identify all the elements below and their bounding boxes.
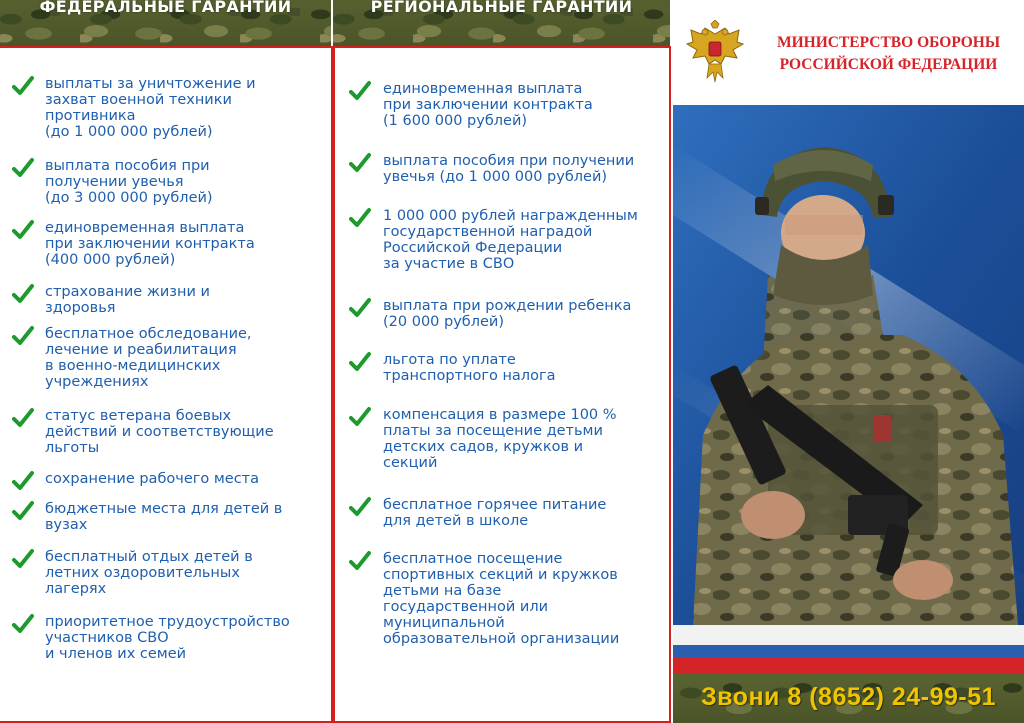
federal-item-text: бесплатный отдых детей в летних оздоровительных лагерях [45, 549, 253, 597]
check-icon [12, 548, 34, 570]
check-icon [12, 219, 34, 241]
phone-number: Звони 8 (8652) 24-99-51 [700, 683, 997, 711]
regional-header [333, 0, 670, 48]
regional-item-text: выплата при рождении ребенка (20 000 рублей) [383, 298, 632, 330]
federal-item-text: бюджетные места для детей в вузах [45, 501, 283, 533]
regional-panel [333, 46, 671, 723]
regional-item-text: единовременная выплата при заключении контракта (1 600 000 рублей) [383, 81, 593, 129]
check-icon [12, 283, 34, 305]
check-icon [349, 550, 371, 572]
check-icon [349, 207, 371, 229]
check-icon [349, 297, 371, 319]
regional-item-text: льгота по уплате транспортного налога [383, 352, 556, 384]
emblem-icon [683, 20, 747, 86]
check-icon [12, 407, 34, 429]
regional-item-text: выплата пособия при получении увечья (до 1 000 000 рублей) [383, 153, 635, 185]
check-icon [12, 325, 34, 347]
check-icon [12, 157, 34, 179]
check-icon [349, 496, 371, 518]
federal-item-text: сохранение рабочего места [45, 471, 260, 487]
federal-panel [0, 46, 333, 723]
federal-item-text: статус ветерана боевых действий и соответствующие льготы [45, 408, 274, 456]
federal-item-text: страхование жизни и здоровья [45, 284, 210, 316]
check-icon [349, 152, 371, 174]
ministry-title-line2: РОССИЙСКОЙ ФЕДЕРАЦИИ [779, 56, 998, 73]
poster-right-side [673, 0, 1024, 723]
flag-stripe-white [673, 625, 1024, 645]
check-icon [349, 80, 371, 102]
federal-item-text: приоритетное трудоустройство участников СВО и членов их семей [45, 614, 290, 662]
phone-bar [673, 673, 1024, 723]
flag-stripe-blue [673, 645, 1024, 657]
check-icon [12, 470, 34, 492]
federal-item-text: бесплатное обследование, лечение и реабилитация в военно-медицинских учреждениях [45, 326, 252, 390]
ministry-banner [673, 0, 1024, 106]
check-icon [12, 75, 34, 97]
regional-item-text: бесплатное горячее питание для детей в школе [383, 497, 607, 529]
federal-item-text: единовременная выплата при заключении контракта (400 000 рублей) [45, 220, 255, 268]
check-icon [349, 351, 371, 373]
check-icon [12, 613, 34, 635]
regional-item-text: компенсация в размере 100 % платы за посещение детьми детских садов, кружков и секций [383, 407, 617, 471]
federal-item-text: выплаты за уничтожение и захват военной техники противника (до 1 000 000 рублей) [45, 76, 256, 140]
ministry-title-line1: МИНИСТЕРСТВО ОБОРОНЫ [776, 34, 1001, 51]
regional-item-text: бесплатное посещение спортивных секций и кружков детьми на базе государственной или муниципальной образовательной организации [383, 551, 620, 647]
check-icon [349, 406, 371, 428]
federal-header [0, 0, 331, 48]
flag-stripe-red [673, 657, 1024, 673]
regional-item-text: 1 000 000 рублей награжденным государственной наградой Российской Федерации за участие в СВО [383, 208, 638, 272]
federal-item-text: выплата пособия при получении увечья (до 3 000 000 рублей) [45, 158, 213, 206]
regional-title: РЕГИОНАЛЬНЫЕ ГАРАНТИИ [370, 0, 633, 16]
federal-title: ФЕДЕРАЛЬНЫЕ ГАРАНТИИ [39, 0, 292, 16]
ministry-title [761, 32, 1016, 76]
soldier-photo [673, 105, 1024, 625]
check-icon [12, 500, 34, 522]
